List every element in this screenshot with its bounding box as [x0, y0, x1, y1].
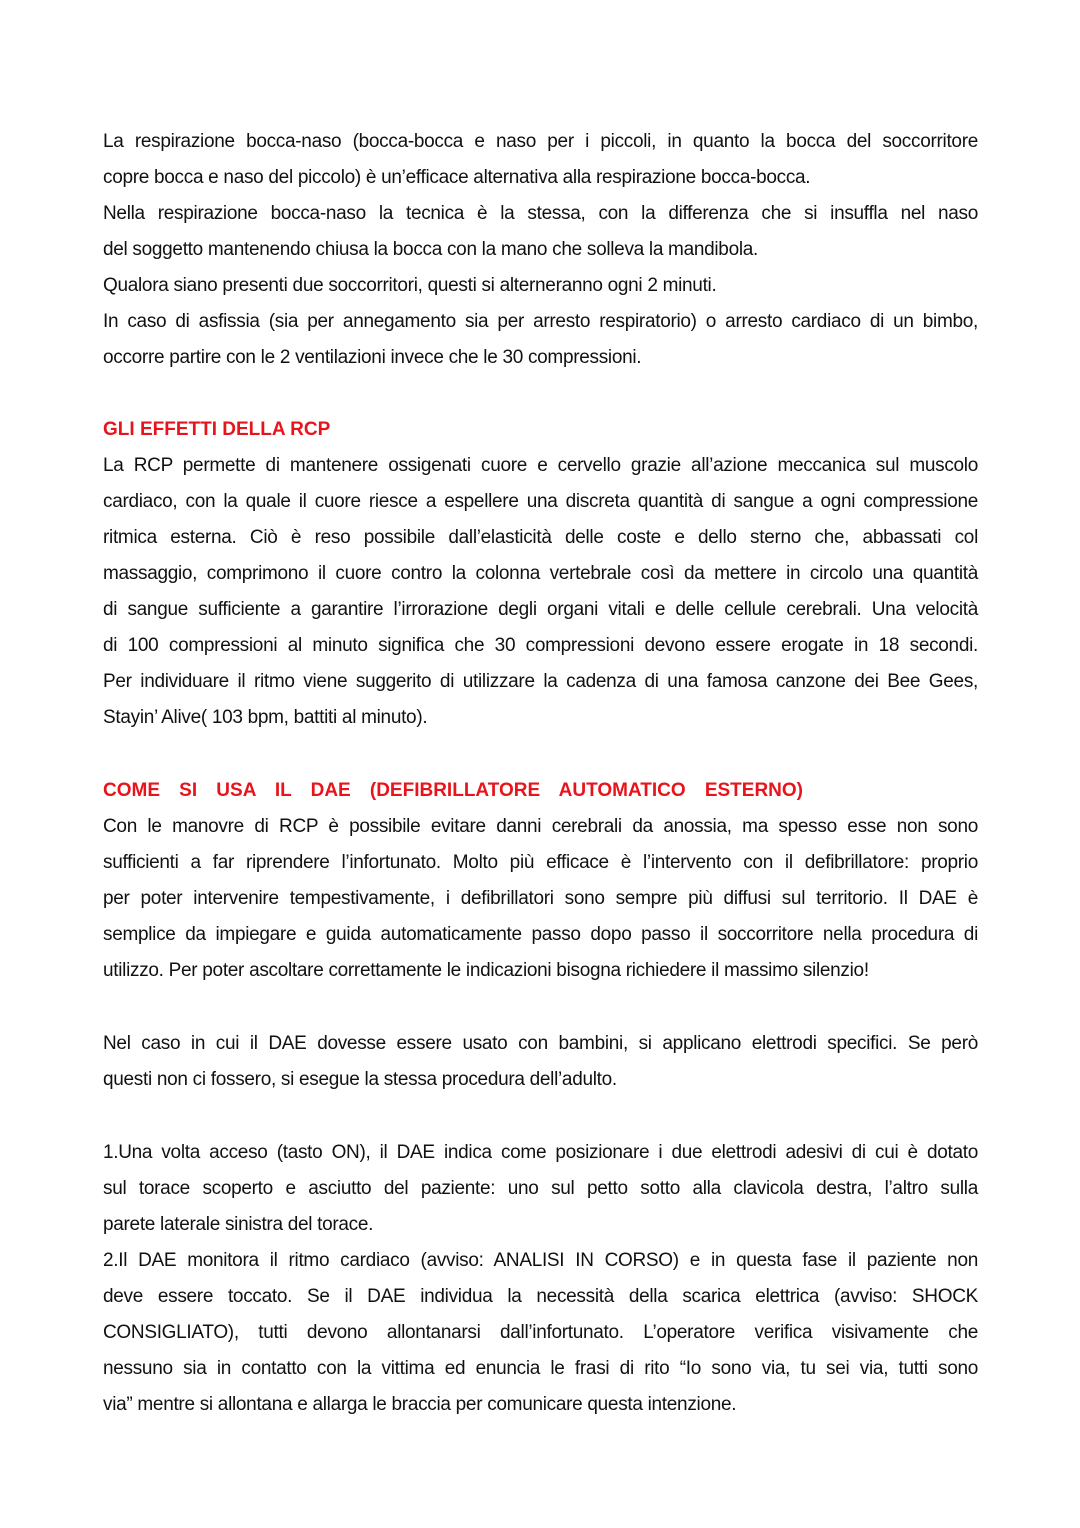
dae-step-line: 1.Una volta acceso (tasto ON), il DAE indica come posizionare i due elettrodi adesivi di cui è dotato	[103, 1142, 978, 1163]
intro-line: La respirazione bocca-naso (bocca-bocca e naso per i piccoli, in quanto la bocca del soccorritore	[103, 131, 978, 152]
dae-children-line: questi non ci fossero, si esegue la stessa procedura dell’adulto.	[103, 1069, 617, 1090]
intro-line: Nella respirazione bocca-naso la tecnica è la stessa, con la differenza che si insuffla nel naso	[103, 203, 978, 224]
dae-step-line: parete laterale sinistra del torace.	[103, 1214, 374, 1235]
effects-line: Stayin’ Alive( 103 bpm, battiti al minuto).	[103, 707, 428, 728]
dae-line: per poter intervenire tempestivamente, i defibrillatori sono sempre più diffusi sul territorio. Il DAE è	[103, 888, 978, 909]
dae-line: sufficienti a far riprendere l’infortunato. Molto più efficace è l’intervento con il defibrillatore: proprio	[103, 852, 978, 873]
section-heading-dae: COME SI USA IL DAE (DEFIBRILLATORE AUTOMATICO ESTERNO)	[103, 780, 803, 801]
dae-step-line: sul torace scoperto e asciutto del paziente: uno sul petto sotto alla clavicola destra, l’altro sulla	[103, 1178, 978, 1199]
dae-children-line: Nel caso in cui il DAE dovesse essere usato con bambini, si applicano elettrodi specifici. Se però	[103, 1033, 978, 1054]
effects-line: di sangue sufficiente a garantire l’irrorazione degli organi vitali e delle cellule cerebrali. Una velocità	[103, 599, 978, 620]
effects-line: Per individuare il ritmo viene suggerito di utilizzare la cadenza di una famosa canzone dei Bee Gees,	[103, 671, 978, 692]
dae-step-line: 2.Il DAE monitora il ritmo cardiaco (avviso: ANALISI IN CORSO) e in questa fase il paziente non	[103, 1250, 978, 1271]
effects-line: di 100 compressioni al minuto significa che 30 compressioni devono essere erogate in 18 secondi.	[103, 635, 978, 656]
dae-step-line: CONSIGLIATO), tutti devono allontanarsi dall’infortunato. L’operatore verifica visivamente che	[103, 1322, 978, 1343]
effects-line: ritmica esterna. Ciò è reso possibile dall’elasticità delle coste e dello sterno che, abbassati col	[103, 527, 978, 548]
intro-line: del soggetto mantenendo chiusa la bocca con la mano che solleva la mandibola.	[103, 239, 759, 260]
effects-line: massaggio, comprimono il cuore contro la colonna vertebrale così da mettere in circolo una quantità	[103, 563, 978, 584]
intro-line: occorre partire con le 2 ventilazioni invece che le 30 compressioni.	[103, 347, 642, 368]
dae-step-line: deve essere toccato. Se il DAE individua la necessità della scarica elettrica (avviso: SHOCK	[103, 1286, 978, 1307]
dae-line: Con le manovre di RCP è possibile evitare danni cerebrali da anossia, ma spesso esse non sono	[103, 816, 978, 837]
dae-step-line: nessuno sia in contatto con la vittima ed enuncia le frasi di rito “Io sono via, tu sei via, tutti sono	[103, 1358, 978, 1379]
dae-line: semplice da impiegare e guida automaticamente passo dopo passo il soccorritore nella procedura di	[103, 924, 978, 945]
section-heading-effects: GLI EFFETTI DELLA RCP	[103, 419, 331, 440]
dae-step-line: via” mentre si allontana e allarga le braccia per comunicare questa intenzione.	[103, 1394, 737, 1415]
effects-line: cardiaco, con la quale il cuore riesce a espellere una discreta quantità di sangue a ogni compressione	[103, 491, 978, 512]
intro-line: In caso di asfissia (sia per annegamento sia per arresto respiratorio) o arresto cardiaco di un bimbo,	[103, 311, 978, 332]
intro-line: Qualora siano presenti due soccorritori, questi si alterneranno ogni 2 minuti.	[103, 275, 717, 296]
intro-line: copre bocca e naso del piccolo) è un’efficace alternativa alla respirazione bocca-bocca.	[103, 167, 811, 188]
dae-line: utilizzo. Per poter ascoltare correttamente le indicazioni bisogna richiedere il massimo silenzio!	[103, 960, 869, 981]
effects-line: La RCP permette di mantenere ossigenati cuore e cervello grazie all’azione meccanica sul muscolo	[103, 455, 978, 476]
